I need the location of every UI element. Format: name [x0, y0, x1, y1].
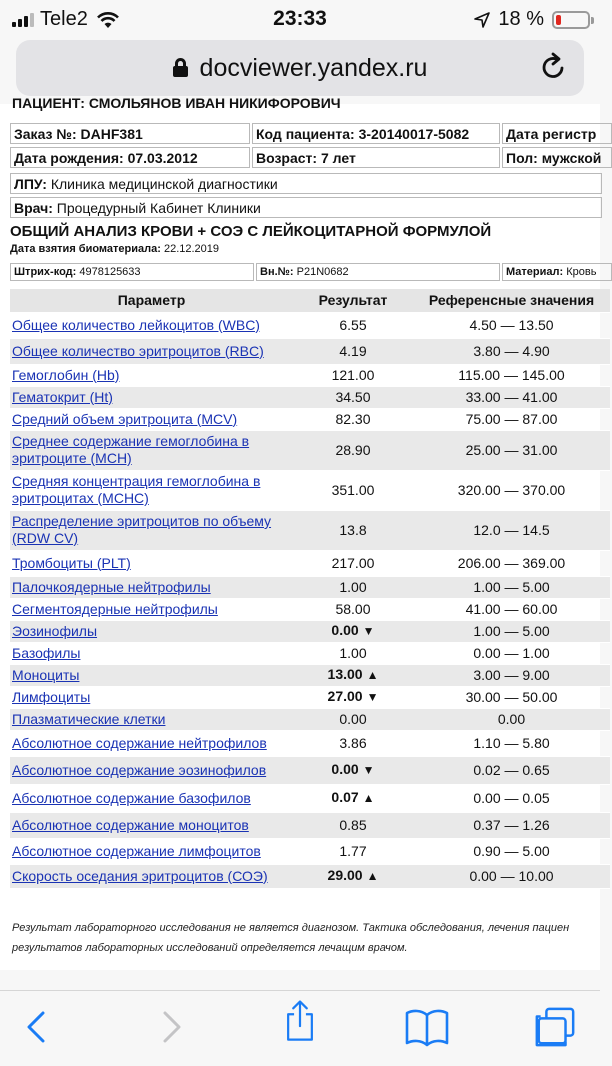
battery-icon: [552, 11, 590, 29]
reference-cell: 1.00 — 5.00: [413, 576, 610, 598]
table-row: [10, 642, 610, 664]
reference-cell: 115.00 — 145.00: [413, 364, 610, 386]
table-row: [10, 784, 610, 812]
reference-cell: 0.02 — 0.65: [413, 756, 610, 784]
document-viewer[interactable]: [0, 95, 602, 970]
reg-date-cell: Дата регистр: [502, 123, 612, 144]
header-result: Результат: [293, 289, 413, 312]
disclaimer: Результат лабораторного исследования не является диагнозом. Тактика обследования, лечения пациен результатов лабораторных исследований определяется лечащим врачом.: [12, 922, 570, 954]
parameter-link[interactable]: Гемоглобин (Hb): [12, 366, 120, 383]
parameter-cell: [10, 642, 293, 664]
tabs-icon[interactable]: [532, 1005, 578, 1049]
back-icon[interactable]: [22, 1005, 52, 1049]
reference-cell: 0.00 — 1.00: [413, 642, 610, 664]
battery-percent: 18 %: [498, 8, 544, 30]
reference-cell: 0.00: [413, 708, 610, 730]
material-cell: Материал: Кровь: [502, 263, 612, 281]
result-value: 351.00: [331, 481, 375, 498]
parameter-cell: [10, 664, 293, 686]
reference-cell: 12.0 — 14.5: [413, 510, 610, 550]
reference-cell: 41.00 — 60.00: [413, 598, 610, 620]
reference-cell: 1.00 — 5.00: [413, 620, 610, 642]
result-cell: [293, 364, 413, 386]
reference-cell: 4.50 — 13.50: [413, 312, 610, 338]
result-cell: [293, 312, 413, 338]
battery-group: [474, 8, 590, 31]
table-row: [10, 686, 610, 708]
result-value: 58.00: [335, 600, 371, 617]
header-parameter: Параметр: [10, 289, 293, 312]
result-cell: [293, 620, 413, 642]
parameter-cell: [10, 312, 293, 338]
parameter-link[interactable]: Абсолютное содержание лимфоцитов: [12, 842, 261, 859]
result-cell: [293, 408, 413, 430]
patient-code-cell: Код пациента: 3-20140017-5082: [252, 123, 500, 144]
result-cell: [293, 386, 413, 408]
reference-cell: 0.90 — 5.00: [413, 838, 610, 864]
parameter-link[interactable]: Среднее содержание гемоглобина в эритроците (MCH): [12, 433, 250, 466]
url-display[interactable]: [16, 54, 584, 83]
parameter-cell: [10, 408, 293, 430]
analysis-title: ОБЩИЙ АНАЛИЗ КРОВИ + СОЭ С ЛЕЙКОЦИТАРНОЙ ФОРМУЛОЙ: [10, 223, 492, 240]
table-row: [10, 708, 610, 730]
parameter-cell: [10, 430, 293, 470]
parameter-link[interactable]: Тромбоциты (PLT): [12, 554, 131, 571]
result-value: 6.55: [339, 316, 367, 333]
parameter-link[interactable]: Общее количество лейкоцитов (WBC): [12, 316, 260, 333]
parameter-link[interactable]: Палочкоядерные нейтрофилы: [12, 578, 211, 595]
table-row: [10, 430, 610, 470]
birth-cell: Дата рождения: 07.03.2012: [10, 147, 250, 168]
parameter-cell: [10, 338, 293, 364]
location-arrow-icon: [474, 12, 490, 28]
result-value: 82.30: [335, 410, 371, 427]
parameter-link[interactable]: Абсолютное содержание эозинофилов: [12, 761, 267, 778]
result-value: 1.00: [339, 578, 367, 595]
ext-no-cell: Вн.№: P21N0682: [256, 263, 500, 281]
doctor-cell: Врач: Процедурный Кабинет Клиники: [10, 197, 602, 218]
result-cell: [293, 784, 413, 812]
lpu-cell: ЛПУ: Клиника медицинской диагностики: [10, 173, 602, 194]
status-bar: [0, 0, 600, 36]
reference-cell: 0.00 — 0.05: [413, 784, 610, 812]
result-value: 0.00: [331, 622, 359, 638]
bookmarks-icon[interactable]: [404, 1005, 450, 1049]
result-cell: [293, 642, 413, 664]
result-value: 217.00: [331, 554, 375, 571]
share-icon[interactable]: [280, 999, 320, 1043]
sex-cell: Пол: мужской: [502, 147, 612, 168]
parameter-cell: [10, 812, 293, 838]
header-reference: Референсные значения: [413, 289, 610, 312]
reference-cell: 3.80 — 4.90: [413, 338, 610, 364]
parameter-link[interactable]: Гематокрит (Ht): [12, 388, 113, 405]
browser-toolbar: [0, 990, 600, 1066]
sample-info-row: [10, 263, 610, 281]
result-cell: [293, 864, 413, 888]
table-row: [10, 364, 610, 386]
url-text: docviewer.yandex.ru: [199, 54, 428, 82]
parameter-cell: [10, 784, 293, 812]
result-cell: [293, 598, 413, 620]
result-cell: [293, 812, 413, 838]
result-cell: [293, 730, 413, 756]
result-value: 27.00: [327, 688, 363, 704]
parameter-link[interactable]: Распределение эритроцитов по объему (RDW CV): [12, 513, 272, 546]
table-row: [10, 338, 610, 364]
result-cell: [293, 686, 413, 708]
reference-cell: 320.00 — 370.00: [413, 470, 610, 510]
table-row: [10, 386, 610, 408]
reference-cell: 0.37 — 1.26: [413, 812, 610, 838]
table-row: [10, 812, 610, 838]
parameter-link[interactable]: Средняя концентрация гемоглобина в эритроцитах (MCHC): [12, 473, 261, 506]
parameter-link[interactable]: Общее количество эритроцитов (RBC): [12, 342, 264, 359]
parameter-cell: [10, 598, 293, 620]
parameter-cell: [10, 730, 293, 756]
table-row: [10, 598, 610, 620]
arrow-down-icon: ▼: [366, 690, 379, 704]
table-row: [10, 664, 610, 686]
results-header-row: [10, 289, 610, 312]
sample-date-row: Дата взятия биоматериала: 22.12.2019: [10, 243, 220, 255]
parameter-link[interactable]: Лимфоциты: [12, 688, 91, 705]
address-bar[interactable]: [16, 40, 584, 96]
reference-cell: 30.00 — 50.00: [413, 686, 610, 708]
result-value: 0.85: [339, 816, 367, 833]
parameter-link[interactable]: Абсолютное содержание нейтрофилов: [12, 734, 267, 751]
result-value: 1.77: [339, 842, 367, 859]
result-value: 121.00: [331, 366, 375, 383]
table-row: [10, 576, 610, 598]
parameter-link[interactable]: Моноциты: [12, 666, 80, 683]
reference-cell: 33.00 — 41.00: [413, 386, 610, 408]
parameter-link[interactable]: Эозинофилы: [12, 622, 98, 639]
parameter-cell: [10, 756, 293, 784]
reference-cell: 206.00 — 369.00: [413, 550, 610, 576]
result-cell: [293, 576, 413, 598]
result-value: 0.00: [339, 710, 367, 727]
result-value: 0.00: [331, 761, 359, 777]
result-value: 28.90: [335, 441, 371, 458]
result-cell: [293, 430, 413, 470]
result-value: 1.00: [339, 644, 367, 661]
table-row: [10, 838, 610, 864]
arrow-up-icon: ▲: [362, 791, 375, 805]
table-row: [10, 470, 610, 510]
clock: 23:33: [273, 7, 327, 30]
result-value: 0.07: [331, 789, 359, 805]
table-row: [10, 864, 610, 888]
parameter-link[interactable]: Средний объем эритроцита (MCV): [12, 410, 238, 427]
reference-cell: 0.00 — 10.00: [413, 864, 610, 888]
barcode-cell: Штрих-код: 4978125633: [10, 263, 254, 281]
patient-name-cutoff: ПАЦИЕНТ: СМОЛЬЯНОВ ИВАН НИКИФОРОВИЧ: [12, 95, 341, 111]
result-cell: [293, 838, 413, 864]
carrier-name: Tele2: [40, 8, 88, 30]
result-value: 29.00: [327, 867, 363, 883]
result-value: 34.50: [335, 388, 371, 405]
parameter-cell: [10, 686, 293, 708]
parameter-cell: [10, 838, 293, 864]
table-row: [10, 756, 610, 784]
result-cell: [293, 510, 413, 550]
parameter-link[interactable]: Скорость оседания эритроцитов (СОЭ): [12, 867, 268, 884]
order-cell: Заказ №: DAHF381: [10, 123, 250, 144]
result-value: 13.8: [339, 521, 367, 538]
parameter-cell: [10, 708, 293, 730]
reference-cell: 25.00 — 31.00: [413, 430, 610, 470]
table-row: [10, 550, 610, 576]
result-value: 13.00: [327, 666, 363, 682]
forward-icon[interactable]: [156, 1005, 186, 1049]
arrow-down-icon: ▼: [362, 763, 375, 777]
parameter-link[interactable]: Абсолютное содержание базофилов: [12, 789, 251, 806]
parameter-cell: [10, 550, 293, 576]
parameter-cell: [10, 364, 293, 386]
arrow-up-icon: ▲: [366, 668, 379, 682]
result-cell: [293, 550, 413, 576]
parameter-cell: [10, 470, 293, 510]
age-cell: Возраст: 7 лет: [252, 147, 500, 168]
parameter-cell: [10, 620, 293, 642]
result-cell: [293, 756, 413, 784]
table-row: [10, 730, 610, 756]
results-table: [10, 289, 610, 889]
parameter-link[interactable]: Плазматические клетки: [12, 710, 166, 727]
parameter-cell: [10, 576, 293, 598]
table-row: [10, 620, 610, 642]
lock-icon: [173, 58, 188, 77]
parameter-link[interactable]: Базофилы: [12, 644, 81, 661]
parameter-cell: [10, 510, 293, 550]
table-row: [10, 312, 610, 338]
arrow-down-icon: ▼: [362, 624, 375, 638]
result-cell: [293, 470, 413, 510]
parameter-link[interactable]: Сегментоядерные нейтрофилы: [12, 600, 218, 617]
result-cell: [293, 708, 413, 730]
table-row: [10, 408, 610, 430]
reference-cell: 1.10 — 5.80: [413, 730, 610, 756]
result-cell: [293, 338, 413, 364]
reload-icon[interactable]: [540, 52, 568, 82]
result-value: 3.86: [339, 734, 367, 751]
parameter-link[interactable]: Абсолютное содержание моноцитов: [12, 816, 249, 833]
parameter-cell: [10, 386, 293, 408]
arrow-up-icon: ▲: [366, 869, 379, 883]
table-row: [10, 510, 610, 550]
result-cell: [293, 664, 413, 686]
result-value: 4.19: [339, 342, 367, 359]
parameter-cell: [10, 864, 293, 888]
reference-cell: 3.00 — 9.00: [413, 664, 610, 686]
reference-cell: 75.00 — 87.00: [413, 408, 610, 430]
